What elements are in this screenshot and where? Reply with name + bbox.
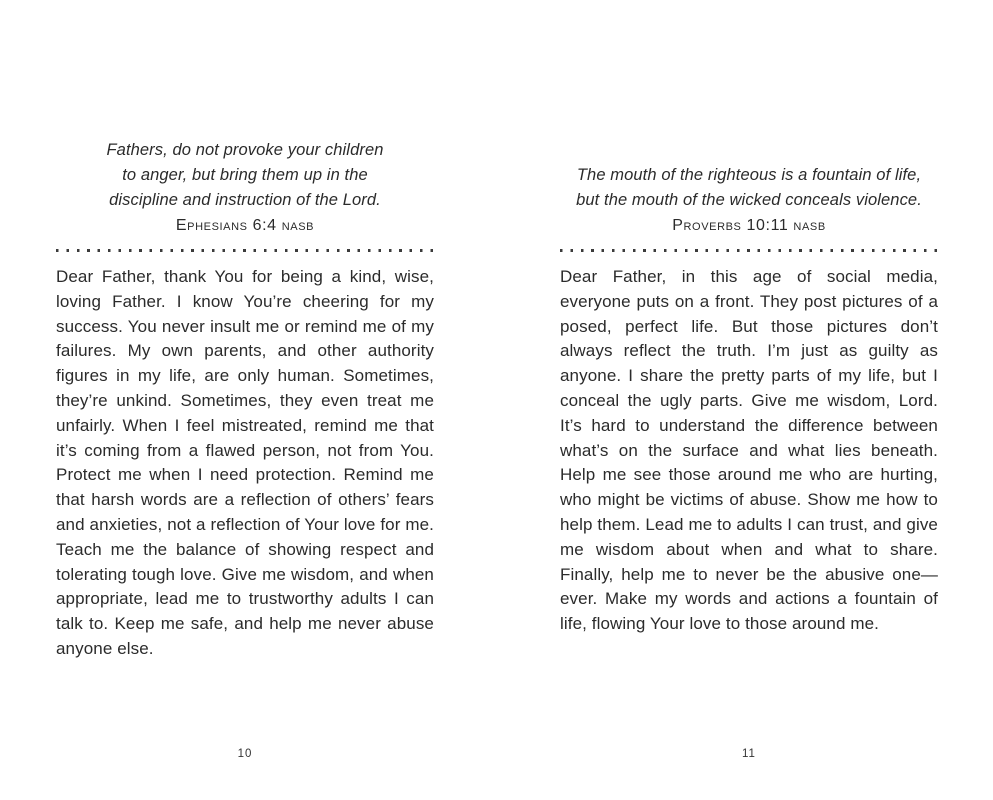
left-verse-block (56, 128, 434, 238)
left-page (56, 128, 434, 800)
verse-reference: Proverbs 10:11 nasb (672, 217, 826, 234)
prayer-text: Dear Father, thank You for being a kind, wise, loving Father. I know You’re cheering for my success. You never insult me or remind me of my failures. My own parents, and other authority figures in my life, are only human. Sometimes, they’re unkind. Sometimes, they even treat me unfairly. When I feel mistreated, remind me that it’s coming from a flawed person, not from You. Protect me when I need protection. Remind me that harsh words are a reflection of others’ fears and anxieties, not a reflection of Your love for me. Teach me the balance of showing respect and tolerating tough love. Give me wisdom, and when appropriate, lead me to trustworthy adults I can talk to. Keep me safe, and help me never abuse anyone else. (56, 267, 434, 658)
verse-line: The mouth of the righteous is a fountain of life, (576, 166, 922, 184)
right-page (560, 128, 938, 800)
verse-line: to anger, but bring them up in the (122, 166, 368, 184)
dotted-divider (56, 249, 434, 252)
verse-line: but the mouth of the wicked conceals violence. (576, 191, 922, 209)
verse-reference: Ephesians 6:4 nasb (175, 217, 315, 234)
verse-line: Fathers, do not provoke your children (106, 141, 384, 159)
page-number: 10 (237, 748, 253, 760)
right-verse-block (560, 128, 938, 238)
verse-line: discipline and instruction of the Lord. (109, 191, 381, 209)
page-number: 11 (742, 748, 756, 760)
dotted-divider (560, 249, 938, 252)
prayer-text: Dear Father, in this age of social media, everyone puts on a front. They post pictures of a posed, perfect life. But those pictures don’t always reflect the truth. I’m just as guilty as anyone. I share the pretty parts of my life, but I conceal the ugly parts. Give me wisdom, Lord. It’s hard to understand the difference between what’s on the surface and what lies beneath. Help me see those around me who are hurting, who might be victims of abuse. Show me how to help them. Lead me to adults I can trust, and give me wisdom about when and what to share. Finally, help me to never be the abusive one—ever. Make my words and actions a fountain of life, flowing Your love to those around me. (560, 267, 938, 634)
